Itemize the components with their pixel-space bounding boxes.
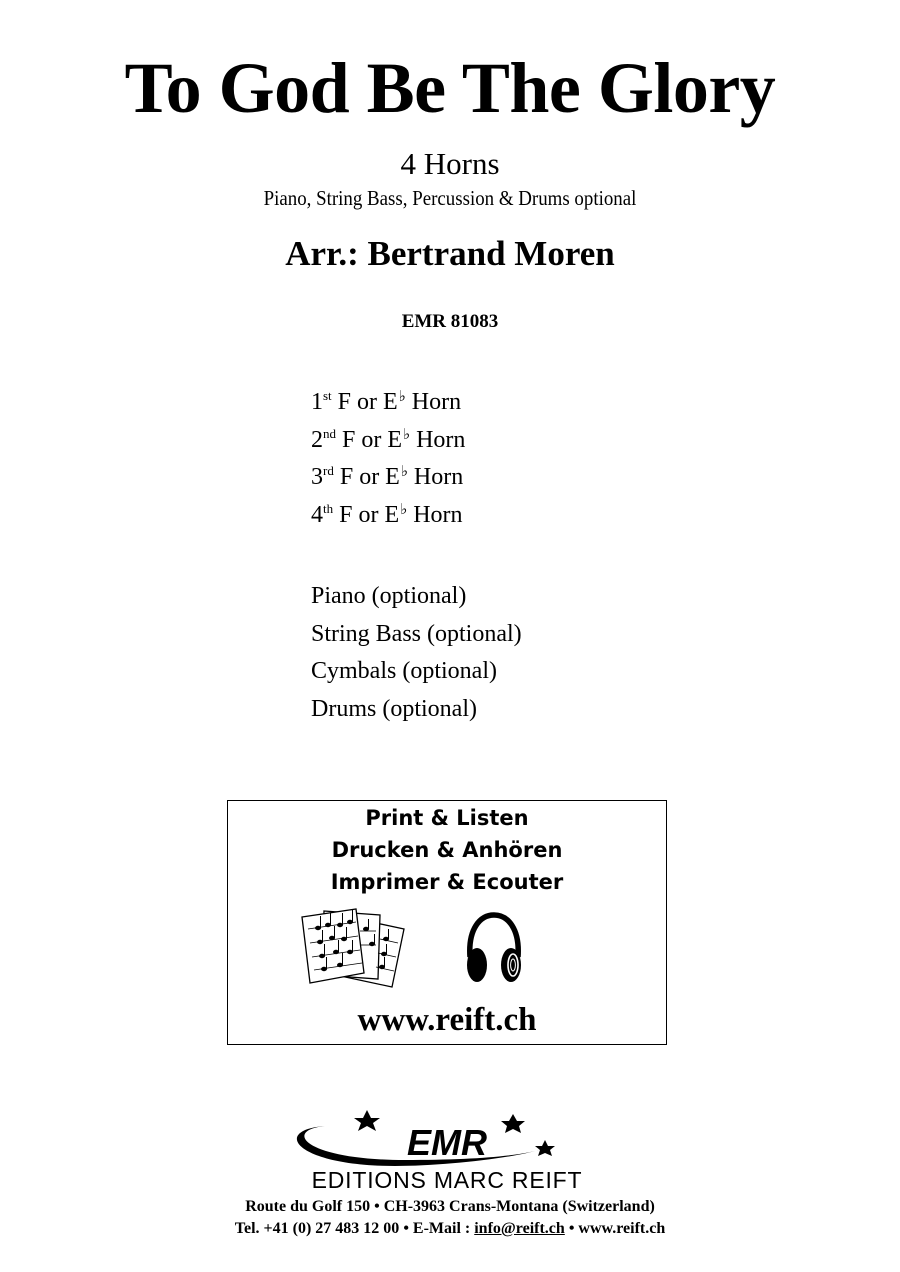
flat-sign: ♭ <box>403 424 411 443</box>
horn-parts-list <box>311 384 465 535</box>
emr-logo <box>255 1108 645 1194</box>
optional-part-item: String Bass (optional) <box>311 620 522 647</box>
optional-part-item: Piano (optional) <box>311 583 467 609</box>
optional-part-item: Drums (optional) <box>311 696 477 723</box>
instrumentation-note: Piano, String Bass, Percussion & Drums optional <box>263 186 637 210</box>
flat-sign: ♭ <box>398 387 406 405</box>
address-line: Route du Golf 150 • CH-3963 Crans-Montana (Switzerland) <box>245 1198 655 1215</box>
headphones-icon <box>464 911 524 989</box>
phone: Tel. +41 (0) 27 483 12 00 <box>234 1220 400 1237</box>
flat-sign: ♭ <box>400 500 408 519</box>
publisher-address-block <box>0 1196 900 1240</box>
publisher-name: EDITIONS MARC REIFT <box>311 1167 583 1193</box>
promo-url: www.reift.ch <box>357 1002 537 1038</box>
print-listen-box <box>227 800 667 1045</box>
arranger: Arr.: Bertrand Moren <box>285 234 615 273</box>
optional-parts-list <box>311 578 522 729</box>
subtitle: 4 Horns <box>400 146 500 181</box>
catalog-number: EMR 81083 <box>401 311 499 332</box>
promo-line-de: Drucken & Anhören <box>331 838 563 862</box>
part-item: 2nd F or E♭ Horn <box>311 424 466 453</box>
optional-part-item: Cymbals (optional) <box>311 658 497 685</box>
part-item: 3rd F or E♭ Horn <box>311 462 464 491</box>
logo-text: EMR <box>407 1122 487 1163</box>
website-link[interactable]: www.reift.ch <box>578 1220 666 1237</box>
sheet-music-icon <box>300 907 412 993</box>
promo-line-en: Print & Listen <box>365 806 529 830</box>
promo-line-fr: Imprimer & Ecouter <box>330 870 564 894</box>
flat-sign: ♭ <box>400 462 408 481</box>
page-title: To God Be The Glory <box>124 48 776 128</box>
part-item: 4th F or E♭ Horn <box>311 500 463 529</box>
contact-line: Tel. +41 (0) 27 483 12 00 • E-Mail : info@reift.ch • www.reift.ch <box>234 1220 666 1237</box>
part-item: 1st F or E♭ Horn <box>311 387 462 415</box>
email-link[interactable]: info@reift.ch <box>474 1220 565 1237</box>
